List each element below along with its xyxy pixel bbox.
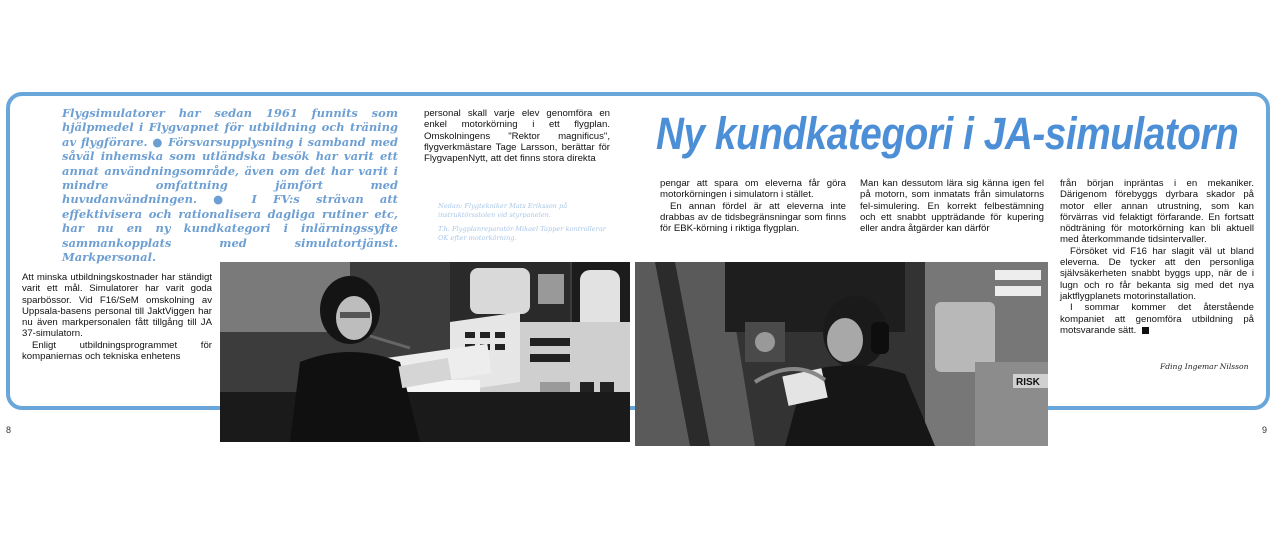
body-column-2 xyxy=(424,108,610,164)
body-paragraph: En annan fördel är att eleverna inte drabbas av de tidsbegränsningar som finns för EBK-körning i riktiga flygplan. xyxy=(660,200,846,235)
body-paragraph: Att minska utbildningskostnader har ständigt varit ett mål. Simulatorer har varit goda sparbössor. Vid F16/SeM omskolning av Uppsala-basens personal till JaktViggen har nu även markpersonalen fått tillgång till JA 37-simulatorn. xyxy=(22,272,212,340)
photo-instructor-console xyxy=(220,262,630,442)
body-column-5 xyxy=(1060,178,1254,336)
photo-image xyxy=(220,262,630,442)
body-paragraph: pengar att spara om eleverna får göra motorkörningen i simulatorn i stället. xyxy=(660,178,846,201)
photo-image xyxy=(635,262,1048,446)
page-number-right: 9 xyxy=(1262,425,1268,435)
body-paragraph: Försöket vid F16 har slagit väl ut bland eleverna. De tycker att den personliga självsäkerheten snabbt byggs upp, när de i lugn och ro får bekanta sig med det nya jaktflygplanets motorinstallation. xyxy=(1060,245,1254,302)
body-paragraph xyxy=(1060,302,1254,336)
photo-captions xyxy=(438,202,616,248)
photo-cockpit-mechanic xyxy=(635,262,1048,446)
body-column-4 xyxy=(860,178,1044,234)
panel-label-text: RISK xyxy=(1016,377,1040,388)
headline: Ny kundkategori i JA-simulatorn xyxy=(656,108,1239,159)
body-paragraph: Man kan dessutom lära sig känna igen fel på motorn, som inmatats från simulatorns fel-simulering. En korrekt felbestämning och ett snabbt uppträdande för kupering eller andra åtgärder kan därför xyxy=(860,178,1044,235)
byline: Fding Ingemar Nilsson xyxy=(1160,362,1249,371)
page-number-left: 8 xyxy=(6,425,12,435)
body-text: I sommar kommer det återstående kompaniet att genomföra utbildning på motsvarande sätt. xyxy=(1060,302,1254,336)
body-paragraph: från början inpräntas i en mekaniker. Därigenom förebyggs dyrbara skador på motor eller annan utrustning, som kan förvärras vid felaktigt förfarande. En fortsatt nödträning för motorkörning kan bli aktuell med återkommande tidsintervaller. xyxy=(1060,178,1254,246)
caption-right: T.h. Flygplanreparatör Mikael Tapper kontrollerar OK efter motorkörning. xyxy=(438,225,606,242)
caption-below: Nedan: Flygtekniker Mats Eriksson på instruktörsstolen vid styrpanelen. xyxy=(438,202,568,219)
panel-label xyxy=(1013,374,1048,388)
body-paragraph: personal skall varje elev genomföra en enkel motorkörning i ett flygplan. Omskolningens "Rektor magnificus", flygverkmästare Tage Larsson, berättar för FlygvapenNytt, att det finns stora direkta xyxy=(424,108,610,165)
body-column-1 xyxy=(22,272,212,362)
body-column-3 xyxy=(660,178,846,234)
body-paragraph: Enligt utbildningsprogrammet för kompaniernas och tekniska enhetens xyxy=(22,339,212,363)
end-mark-icon xyxy=(1142,327,1149,334)
lead-paragraph: Flygsimulatorer har sedan 1961 funnits som hjälpmedel i Flygvapnet för utbildning och träning av flygförare. ● Försvarsupplysning i samband med såväl inhemska som utländska besök har varit ett annat användningsområde, även om det har varit i mindre omfattning jämfört med huvudanvändningen. ● I FV:s strävan att effektivisera och rationalisera dagliga rutiner etc, har nu en ny kundkategori i inlärningssyfte sammankopplats med simulatortjänst. Markpersonal. xyxy=(62,106,398,265)
